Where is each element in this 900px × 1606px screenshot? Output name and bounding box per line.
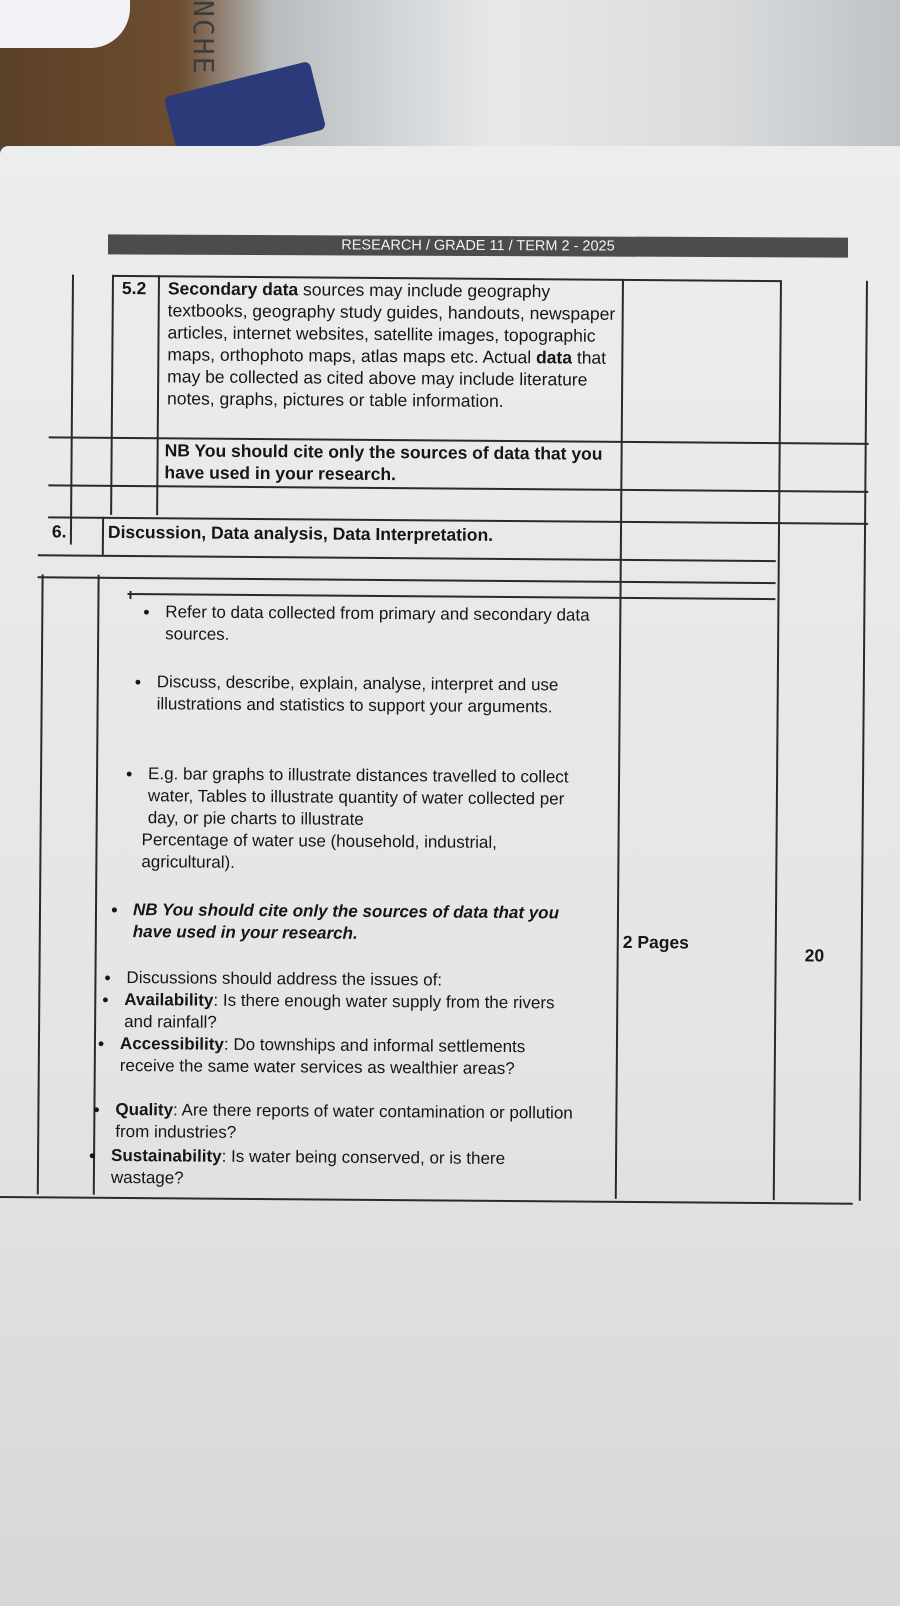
bullet-nb-cite [110,899,583,947]
issue-label: Sustainability [111,1145,222,1166]
nb-cite-sources-5-2: NB You should cite only the sources of data that you have used in your research. [164,440,603,485]
issue-text: : Are there reports of water contamination or pollution from industries? [115,1100,573,1142]
bullet-discuss [134,671,602,718]
issue-text: : Is water being conserved, or is there wastage? [110,1146,506,1188]
bullet-dot: • [143,602,150,623]
bullet-text: E.g. bar graphs to illustrate distances travelled to collect water, Tables to illustrate quantity of water collected per day, or pie charts to illustrate [147,764,569,829]
issue-accessibility [97,1033,580,1081]
secondary-data-sources: sources may include geography textbooks, geography study guides, handouts, newspaper articles, internet websites, satellite images, topographic maps, orthophoto maps, atlas maps etc. Actual [167,279,616,368]
issue-quality [93,1099,585,1147]
bullet-dot: • [97,1033,105,1054]
rule [859,281,868,1201]
issue-text: : Is there enough water supply from the rivers and rainfall? [124,990,555,1032]
issue-label: Quality [115,1099,174,1120]
rule [37,574,43,1194]
marks-value: 20 [804,945,825,966]
bullet-example-cont [141,829,591,877]
data-keyword: data [535,347,573,368]
length-value: 2 Pages [622,931,690,953]
section-number-5-2: 5.2 [121,277,147,299]
background-desk [0,0,900,160]
bullet-text: Percentage of water use (household, industrial, agricultural). [141,830,497,872]
bullet-dot: • [125,764,133,785]
bullet-dot: • [93,1099,100,1120]
bullet-dot: • [102,989,109,1010]
rule [156,275,159,515]
bullet-dot: • [104,967,111,988]
secondary-data-lead: Secondary data [167,278,299,300]
bullet-refer-data [143,601,605,648]
bullet-dot: • [134,672,142,693]
bullet-text: Discuss, describe, explain, analyse, interpret and use illustrations and statistics to support your arguments. [156,672,559,717]
rule [127,593,775,600]
bullet-text: Refer to data collected from primary and secondary data sources. [165,602,590,644]
section-number-6: 6. [51,521,67,542]
issue-availability [102,989,584,1037]
bullet-dot: • [110,899,118,920]
tissue-paper [0,0,130,48]
rule [38,554,776,561]
rule [0,1196,853,1204]
bullet-text: NB You should cite only the sources of data that you have used in your research. [132,900,560,943]
rule [615,279,624,1199]
rubric-table [0,274,900,1281]
bullet-dot: • [88,1145,96,1166]
rule [102,517,104,555]
issue-text: : Do townships and informal settlements receive the same water services as wealthier areas? [119,1034,526,1079]
desk-scribble: NCHE [187,0,220,76]
rule [70,275,74,545]
page-header: RESEARCH / GRADE 11 / TERM 2 - 2025 [108,234,848,257]
section-6-heading: Discussion, Data analysis, Data Interpretation. [107,521,494,545]
bullet-text: Discussions should address the issues of: [126,968,443,990]
rule [110,275,113,515]
rule [38,576,776,583]
issue-label: Accessibility [119,1033,224,1054]
rule [773,280,782,1200]
rule [129,591,131,599]
secondary-data-tail: that may be collected as cited above may include literature notes, graphs, pictures or table information. [166,347,607,411]
issue-label: Availability [124,989,214,1010]
bullet-example [125,763,599,833]
issue-sustainability [88,1145,581,1193]
secondary-data-paragraph [167,277,618,413]
